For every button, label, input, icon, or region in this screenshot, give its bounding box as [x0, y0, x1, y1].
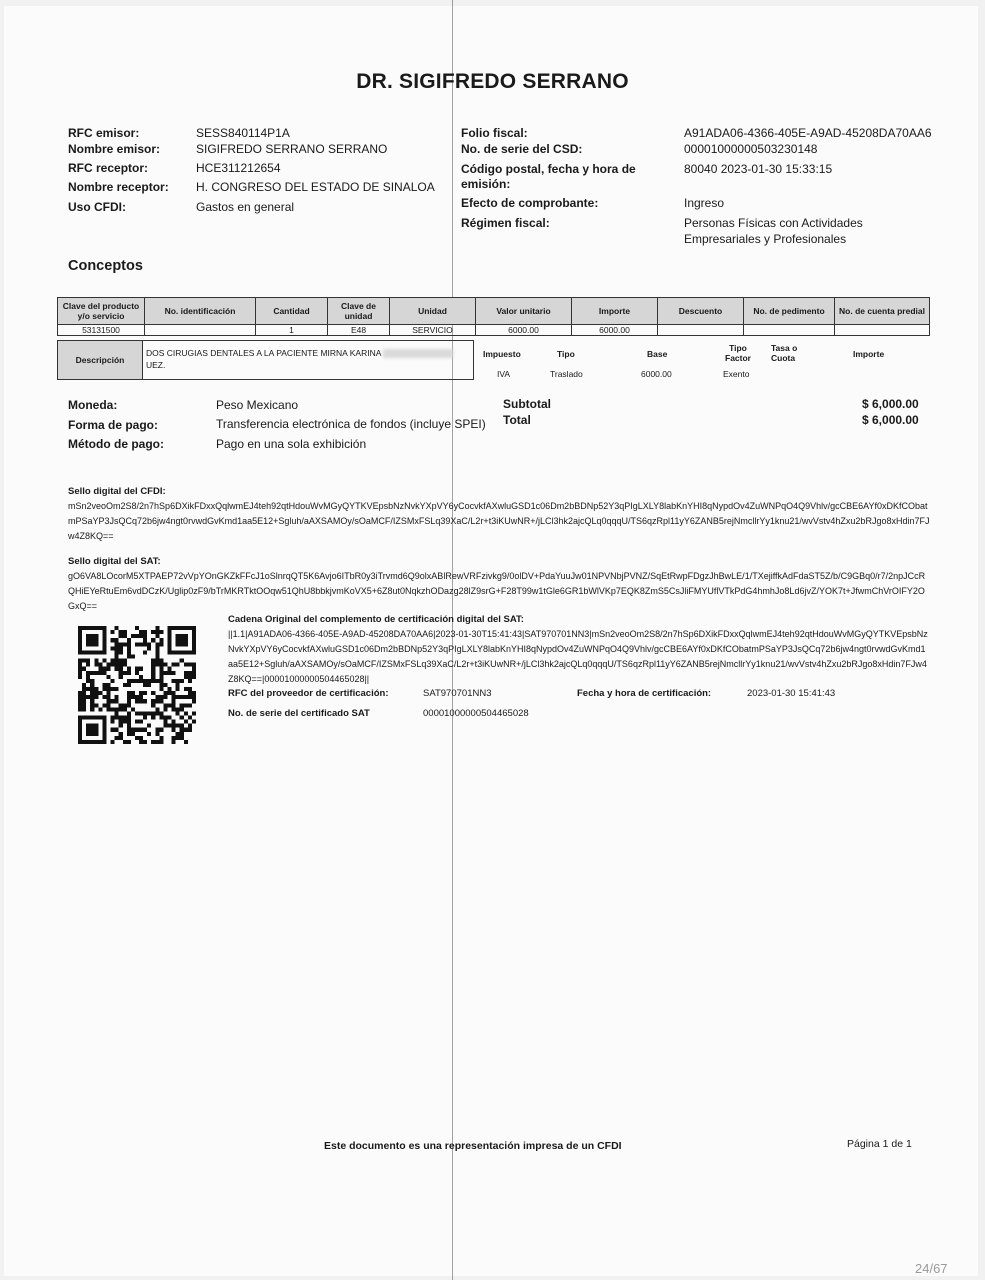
- rfc-proveedor-label: RFC del proveedor de certificación:: [228, 688, 389, 699]
- cadena-value: ||1.1|A91ADA06-4366-405E-A9AD-45208DA70AA6|2023-01-30T15:41:43|SAT970701NN3|mSn2veoOm2S8/2n7hSp6DXikFDxxQqlwmEJ4teh92qtHdouWvMGyQYTKVEpsbNzNvkYXpVY6yCocvkfAXwluGSD1c06Dm2bBDNp52Y3qPIgLXLY8labKnYHI8qNypdOv4ZuWNPqO4Q9Vhlv/gcCBE6AYf0xDKfCObatmPSaYP3JsQCq72b6jw4ngt0rvwdGvKmd1aa5E12+Sgluh/aAXSAMOy/sOaMCF/IZSMxFSLq39XaC/L2r+t3iKUwNR+/jLCl3hk2ajcQLq0qqqU/TS6qzRpl11yY6ZANB5rejNmcllrYy1knu21/wvVstv4hZxu2bRJgo8xHdin7FJw4Z8KQ==|00001000000504465028||: [228, 629, 928, 684]
- metodo-pago-label: Método de pago:: [68, 437, 164, 451]
- rfc-proveedor-value: SAT970701NN3: [423, 688, 492, 699]
- tax-header-base: Base: [647, 349, 668, 359]
- tax-header-tasa-1: Tasa o: [771, 343, 798, 353]
- footer-pagina: Página 1 de 1: [847, 1138, 912, 1150]
- fecha-certificacion-label: Fecha y hora de certificación:: [577, 688, 712, 699]
- conceptos-table: [57, 297, 930, 336]
- total-label: Total: [503, 413, 531, 427]
- col-cantidad: Cantidad: [256, 298, 328, 325]
- cadena-label: Cadena Original del complemento de certificación digital del SAT:: [228, 614, 524, 625]
- efecto-label: Efecto de comprobante:: [461, 196, 599, 210]
- moneda-value: Peso Mexicano: [216, 398, 299, 412]
- tax-header-tasa-2: Cuota: [771, 353, 796, 363]
- cell-no-pedimento: [744, 325, 835, 336]
- table-row: [58, 325, 930, 336]
- serie-sat-label: No. de serie del certificado SAT: [228, 708, 370, 719]
- page-title: DR. SIGIFREDO SERRANO: [356, 70, 629, 93]
- efecto-value: Ingreso: [684, 196, 725, 210]
- cell-no-identificacion: [145, 325, 256, 336]
- tax-tipo: Traslado: [550, 369, 583, 379]
- forma-pago-value: Transferencia electrónica de fondos (incluye SPEI): [216, 417, 486, 431]
- regimen-value-line1: Personas Físicas con Actividades: [684, 216, 863, 230]
- sello-sat-label: Sello digital del SAT:: [68, 556, 161, 567]
- uso-cfdi-label: Uso CFDI:: [68, 200, 126, 214]
- descripcion-line2: UEZ.: [146, 360, 166, 370]
- col-no-identificacion: No. identificación: [145, 298, 256, 325]
- col-unidad: Unidad: [390, 298, 476, 325]
- folio-fiscal-label: Folio fiscal:: [461, 126, 528, 140]
- serie-csd-label: No. de serie del CSD:: [461, 142, 583, 156]
- rfc-receptor-label: RFC receptor:: [68, 161, 149, 175]
- tax-header-impuesto: Impuesto: [483, 349, 521, 359]
- footer-leyenda: Este documento es una representación impresa de un CFDI: [324, 1140, 622, 1152]
- tax-header-tipo: Tipo: [557, 349, 575, 359]
- col-importe: Importe: [572, 298, 658, 325]
- page-counter: 24/67: [915, 1261, 948, 1276]
- fecha-certificacion-value: 2023-01-30 15:41:43: [747, 688, 836, 699]
- nombre-emisor-label: Nombre emisor:: [68, 142, 161, 156]
- nombre-receptor-value: H. CONGRESO DEL ESTADO DE SINALOA: [196, 180, 435, 194]
- cell-importe: 6000.00: [572, 325, 658, 336]
- tax-header-importe: Importe: [853, 349, 885, 359]
- codigo-postal-value: 80040 2023-01-30 15:33:15: [684, 162, 833, 176]
- conceptos-header-row: [58, 298, 930, 325]
- uso-cfdi-value: Gastos en general: [196, 200, 295, 214]
- col-clave-producto: Clave del producto y/o servicio: [58, 298, 145, 325]
- emision-label: emisión:: [461, 177, 511, 191]
- subtotal-value: $ 6,000.00: [862, 397, 919, 411]
- nombre-emisor-value: SIGIFREDO SERRANO SERRANO: [196, 142, 388, 156]
- col-cuenta-predial: No. de cuenta predial: [835, 298, 930, 325]
- rfc-receptor-value: HCE311212654: [196, 161, 281, 175]
- regimen-label: Régimen fiscal:: [461, 216, 550, 230]
- serie-sat-value: 00001000000504465028: [423, 708, 529, 719]
- nombre-receptor-label: Nombre receptor:: [68, 180, 169, 194]
- serie-csd-value: 00001000000503230148: [684, 142, 818, 156]
- sello-sat-value: gO6VA8LOcorM5XTPAEP72vVpYOnGKZkFFcJ1oSlnrqQT5K6Avjo6ITbR0y3iTrvmd6Q9olxABlRewVRFzivkg9/0olDV+PdaYuuJw01NPVNbjPVNZ/SqEtRwpFDgzJhBwLE/1/TXejiffkAdFdaST5Z/b/C9GBq0/r7/2npJCcRQHiEYeRtuEm6vdDCzK/Uglip0zF9/bTrMKRTktOOqw51QhU8bbkjvmKoVX5+6Z8ut0NqkzhODazg28lZ9srG+F28T99w1tGle6GR1bWlVKp7EQK8ZmS5CsJliFMYUflVTkPdG4hmhJo8Ld6jvZ/YOK7t+JfwmChVrOIFY2OGxQ==: [68, 571, 926, 611]
- cell-cuenta-predial: [835, 325, 930, 336]
- tax-header-tipo-factor: [725, 343, 751, 363]
- cell-clave-producto: 53131500: [58, 325, 145, 336]
- descripcion-box: [57, 340, 474, 380]
- cell-valor-unitario: 6000.00: [476, 325, 572, 336]
- descripcion-label: Descripción: [58, 341, 143, 379]
- regimen-value-line2: Empresariales y Profesionales: [684, 232, 847, 246]
- tax-impuesto: IVA: [497, 369, 511, 379]
- cell-unidad: SERVICIO: [390, 325, 476, 336]
- cell-clave-unidad: E48: [328, 325, 390, 336]
- sello-cfdi-value: mSn2veoOm2S8/2n7hSp6DXikFDxxQqlwmEJ4teh92qtHdouWvMGyQYTKVEpsbNzNvkYXpVY6yCocvkfAXwluGSD1c06Dm2bBDNp52Y3qPIgLXLY8labKnYHI8qNypdOv4ZuWNPqO4Q9Vhlv/gcCBE6AYf0xDKfCObatmPSaYP3JsQCq72b6jw4ngt0rvwdGvKmd1aa5E12+Sgluh/aAXSAMOy/sOaMCF/IZSMxFSLq39XaC/L2r+t3iKUwNR+/jLCl3hk2ajcQLq0qqqU/TS6qzRpl11yY6ZANB5rejNmcllrYy1knu21/wvVstv4hZxu2bRJgo8xHdin7FJw4Z8KQ==: [68, 501, 930, 541]
- conceptos-heading: Conceptos: [68, 258, 143, 274]
- descripcion-text: [146, 347, 466, 371]
- tax-header-tipo-factor-1: Tipo: [729, 343, 747, 353]
- moneda-label: Moneda:: [68, 398, 118, 412]
- metodo-pago-value: Pago en una sola exhibición: [216, 437, 367, 451]
- tax-header-tasa: [771, 343, 797, 363]
- rfc-emisor-label: RFC emisor:: [68, 126, 140, 140]
- col-no-pedimento: No. de pedimento: [744, 298, 835, 325]
- cell-cantidad: 1: [256, 325, 328, 336]
- folio-fiscal-value: A91ADA06-4366-405E-A9AD-45208DA70AA6: [684, 126, 932, 140]
- sello-cfdi-label: Sello digital del CFDI:: [68, 486, 166, 497]
- qr-code-icon: [78, 626, 196, 744]
- rfc-emisor-value: SESS840114P1A: [196, 126, 290, 140]
- codigo-postal-label: Código postal, fecha y hora de: [461, 162, 636, 176]
- col-valor-unitario: Valor unitario: [476, 298, 572, 325]
- descripcion-line1: DOS CIRUGIAS DENTALES A LA PACIENTE MIRNA KARINA: [146, 348, 381, 358]
- col-clave-unidad: Clave de unidad: [328, 298, 390, 325]
- total-value: $ 6,000.00: [862, 413, 919, 427]
- col-descuento: Descuento: [658, 298, 744, 325]
- redacted-name: [383, 349, 453, 358]
- tax-tipo-factor: Exento: [723, 369, 750, 379]
- forma-pago-label: Forma de pago:: [68, 418, 159, 432]
- tax-header-tipo-factor-2: Factor: [725, 353, 751, 363]
- tax-base: 6000.00: [641, 369, 672, 379]
- cell-descuento: [658, 325, 744, 336]
- subtotal-label: Subtotal: [503, 397, 551, 411]
